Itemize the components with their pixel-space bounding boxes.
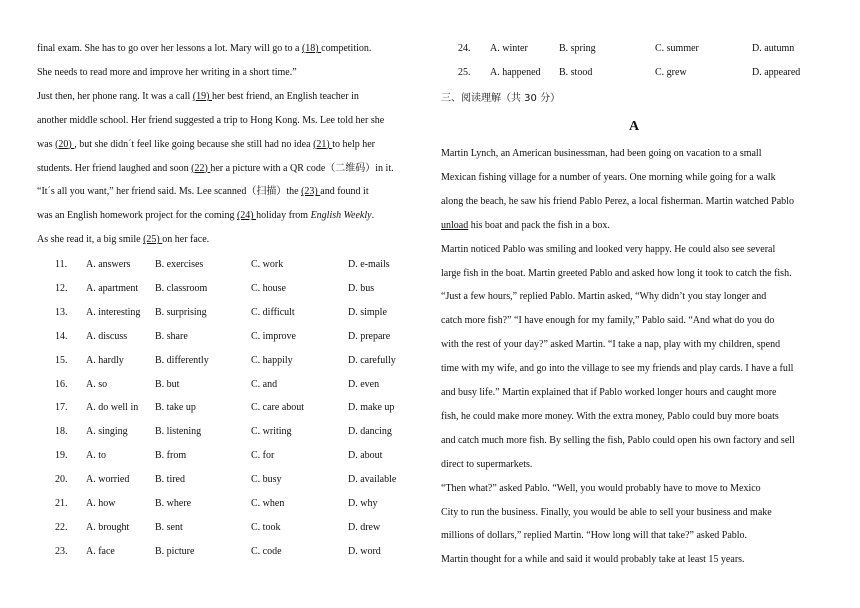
answer-blank: (23) [301, 186, 321, 198]
option-c: C. care about [251, 402, 305, 414]
option-c: C. improve [251, 330, 296, 342]
option-c: C. difficult [251, 306, 295, 318]
passage-line [441, 267, 792, 280]
passage-line [37, 233, 209, 246]
option-d: D. appeared [752, 67, 801, 78]
option-b: B. listening [155, 426, 202, 438]
text-run: with the rest of your day?” asked Martin. “I take a nap, play with my children, spend [441, 339, 781, 351]
option-a: A. do well in [86, 402, 139, 414]
passage-line [441, 195, 794, 208]
option-a: A. answers [86, 259, 131, 270]
passage-line [441, 529, 747, 542]
text-run: holiday from [256, 210, 311, 222]
passage-line [441, 219, 610, 232]
option-c: C. grew [655, 67, 687, 78]
text-run: and found it [320, 186, 369, 198]
option-a: A. how [86, 498, 116, 509]
option-a: A. hardly [86, 354, 124, 366]
option-a: A. so [86, 378, 108, 390]
passage-line [441, 314, 774, 327]
text-run: large fish in the boat. Martin greeted Pablo and asked how long it took to catch the fish. [441, 267, 792, 279]
question-number: 24. [458, 43, 471, 54]
passage-line [441, 338, 780, 351]
text-run: was an English homework project for the coming [37, 210, 237, 222]
passage-line [37, 185, 369, 198]
section-heading: 三、阅读理解（共 30 分） [441, 93, 561, 104]
option-b: B. differently [155, 354, 209, 366]
option-c: C. for [251, 450, 275, 462]
option-a: A. apartment [86, 282, 139, 294]
passage-line [37, 114, 384, 127]
text-run: “Then what?” asked Pablo. “Well, you would probably have to move to Mexico [441, 482, 761, 494]
question-number: 16. [55, 378, 68, 390]
text-run: . [371, 210, 375, 222]
answer-blank: (18) [301, 43, 322, 54]
underlined-word: unload [441, 219, 469, 231]
option-a: A. winter [490, 43, 528, 54]
option-a: A. worried [86, 474, 130, 486]
question-number: 13. [55, 306, 68, 318]
question-number: 23. [55, 545, 68, 557]
answer-blank: (25) [143, 234, 163, 246]
question-number: 12. [55, 282, 68, 294]
option-b: B. spring [559, 43, 596, 54]
text-run: catch more fish?” “I have enough for my family,” Pablo said. “And what do you do [441, 315, 775, 327]
text-run: City to run the business. Finally, you would be able to sell your business and make [441, 506, 772, 518]
question-number: 20. [55, 474, 68, 486]
text-run: “It´s all you want,” her friend said. Ms. Lee scanned（扫描）the [37, 186, 302, 198]
option-d: D. prepare [348, 330, 391, 342]
question-number: 14. [55, 330, 68, 342]
passage-line [441, 171, 776, 184]
text-run: “Just a few hours,” replied Pablo. Martin asked, “Why didn’t you stay longer and [441, 291, 767, 303]
question-number: 21. [55, 498, 68, 509]
text-run: As she read it, a big smile [37, 234, 144, 246]
answer-blank: (21) [313, 138, 333, 150]
passage-line [441, 506, 772, 519]
question-number: 11. [55, 259, 68, 270]
option-b: B. picture [155, 545, 195, 557]
text-run: final exam. She has to go over her lessons a lot. Mary will go to a [37, 43, 302, 54]
question-number: 15. [55, 354, 68, 366]
passage-line [441, 290, 766, 303]
text-run: and catch much more fish. By selling the fish, Pablo could open his own factory and sell [441, 434, 795, 446]
option-c: C. when [251, 498, 285, 509]
text-run: , but she didn´t feel like going because she still had no idea [74, 138, 314, 150]
passage-line [37, 42, 371, 55]
text-run: his boat and pack the fish in a box. [468, 219, 610, 231]
option-b: B. surprising [155, 306, 207, 318]
passage-line [441, 410, 779, 423]
option-b: B. from [155, 450, 187, 462]
passage-line [441, 434, 795, 447]
text-run: on her face. [162, 234, 210, 246]
answer-blank: (19) [192, 90, 212, 102]
text-run: millions of dollars,” replied Martin. “How long will that take?” asked Pablo. [441, 530, 748, 542]
text-run: students. Her friend laughed and soon [37, 162, 192, 174]
option-c: C. writing [251, 426, 292, 438]
option-d: D. drew [348, 521, 381, 533]
option-a: A. singing [86, 426, 128, 438]
option-b: B. exercises [155, 259, 204, 270]
text-run: was [37, 138, 56, 150]
option-d: D. why [348, 498, 378, 509]
option-d: D. simple [348, 306, 387, 318]
passage-line [441, 362, 793, 375]
passage-line [441, 243, 775, 256]
option-a: A. happened [490, 67, 541, 78]
passage-line [441, 147, 761, 160]
option-d: D. carefully [348, 354, 396, 366]
option-d: D. bus [348, 282, 375, 294]
answer-blank: (22) [191, 162, 211, 174]
text-run: fish, he could make more money. With the extra money, Pablo could buy more boats [441, 410, 779, 422]
option-b: B. but [155, 378, 180, 390]
question-number: 18. [55, 426, 68, 438]
option-d: D. make up [348, 402, 395, 414]
option-c: C. summer [655, 43, 699, 54]
option-b: B. classroom [155, 282, 208, 294]
option-c: C. house [251, 282, 286, 294]
option-c: C. work [251, 259, 284, 270]
text-run: another middle school. Her friend suggested a trip to Hong Kong. Ms. Lee told her she [37, 114, 385, 126]
option-d: D. available [348, 474, 397, 486]
option-d: D. dancing [348, 426, 392, 438]
passage-line [37, 90, 359, 103]
text-run: Just then, her phone rang. It was a call [37, 90, 193, 102]
option-b: B. take up [155, 402, 196, 414]
question-number: 19. [55, 450, 68, 462]
passage-title: A [628, 119, 640, 134]
answer-blank: (24) [236, 210, 257, 222]
answer-blank: (20) [55, 138, 75, 150]
option-b: B. sent [155, 521, 183, 533]
option-c: C. busy [251, 474, 282, 486]
option-a: A. brought [86, 521, 130, 533]
option-d: D. word [348, 545, 381, 557]
text-run: Martin Lynch, an American businessman, had been going on vacation to a small [441, 148, 762, 159]
passage-line [441, 553, 745, 566]
passage-line [441, 386, 776, 399]
option-a: A. discuss [86, 330, 128, 342]
text-run: her a picture with a QR code（二维码）in it. [210, 162, 394, 174]
question-number: 17. [55, 402, 68, 414]
option-d: D. about [348, 450, 383, 462]
option-b: B. share [155, 330, 188, 342]
option-a: A. interesting [86, 306, 141, 318]
passage-line [37, 66, 297, 79]
question-number: 25. [458, 67, 471, 78]
text-run: competition. [321, 43, 372, 54]
option-c: C. took [251, 521, 281, 533]
text-run: and busy life.” Martin explained that if Pablo worked longer hours and caught more [441, 387, 777, 398]
option-c: C. code [251, 545, 282, 557]
text-run: along the beach, he saw his friend Pablo Perez, a local fisherman. Martin watched Pablo [441, 195, 794, 207]
text-run: time with my wife, and go into the village to see my friends and play cards. I have a full [441, 363, 794, 375]
option-d: D. e-mails [348, 259, 390, 270]
passage-line [37, 138, 375, 151]
option-c: C. happily [251, 354, 293, 366]
passage-line [441, 458, 532, 471]
text-run: She needs to read more and improve her writing in a short time.” [37, 66, 297, 78]
passage-line [37, 209, 374, 222]
option-a: A. to [86, 450, 106, 462]
passage-line [441, 482, 761, 495]
option-b: B. where [155, 498, 192, 509]
text-run: direct to supermarkets. [441, 458, 533, 470]
option-d: D. autumn [752, 43, 795, 54]
text-run: Martin thought for a while and said it would probably take at least 15 years. [441, 554, 745, 566]
passage-line [37, 162, 394, 175]
text-run: Mexican fishing village for a number of years. One morning while going for a walk [441, 171, 776, 183]
option-b: B. tired [155, 474, 185, 486]
text-run: to help her [332, 138, 375, 150]
option-a: A. face [86, 545, 115, 557]
text-run: English Weekly [310, 210, 372, 222]
option-d: D. even [348, 378, 380, 390]
option-b: B. stood [559, 67, 593, 78]
question-number: 22. [55, 521, 68, 533]
text-run: her best friend, an English teacher in [211, 90, 359, 102]
option-c: C. and [251, 378, 278, 390]
text-run: Martin noticed Pablo was smiling and looked very happy. He could also see several [441, 243, 776, 255]
